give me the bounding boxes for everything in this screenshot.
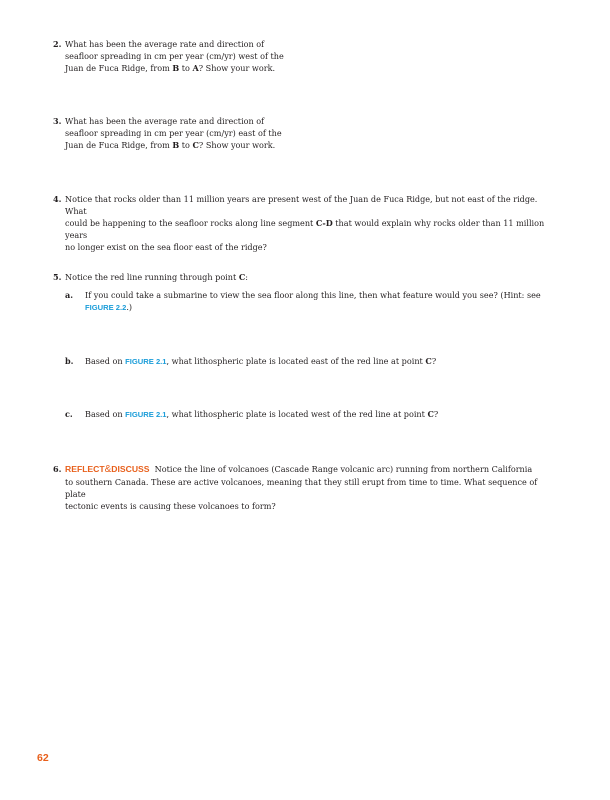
question-text-line: Based on FIGURE 2.1, what lithospheric plate is located west of the red line at point C?: [85, 409, 439, 419]
sub-question-label: b.: [65, 356, 74, 366]
point-label: A: [192, 63, 199, 73]
question-5c: [65, 408, 555, 421]
question-text-line: REFLECT&DISCUSS Notice the line of volcanoes (Cascade Range volcanic arc) running from northern California: [65, 464, 533, 475]
figure-reference: FIGURE 2.2: [85, 303, 127, 312]
question-number: 3.: [53, 116, 62, 126]
question-text-line: seafloor spreading in cm per year (cm/yr) west of the: [65, 51, 284, 61]
reflect-label: REFLECT: [65, 464, 105, 474]
question-text-line: could be happening to the seafloor rocks along line segment C-D that would explain why rocks older than 11 million years: [65, 218, 545, 240]
question-number: 2.: [53, 39, 62, 49]
question-text-line: FIGURE 2.2.): [85, 302, 133, 312]
figure-reference: FIGURE 2.1: [125, 410, 167, 419]
question-text-line: Juan de Fuca Ridge, from B to A? Show your work.: [65, 63, 276, 73]
question-text-line: If you could take a submarine to view the sea floor along this line, then what feature would you see? (Hint: see: [85, 290, 541, 300]
ampersand: &: [104, 464, 112, 475]
point-label: C: [238, 272, 246, 282]
question-text-line: to southern Canada. These are active volcanoes, meaning that they still erupt from time to time. What sequence of plate: [65, 477, 538, 499]
question-text-line: Notice the red line running through point C:: [65, 272, 249, 282]
question-text-line: Based on FIGURE 2.1, what lithospheric plate is located east of the red line at point C?: [85, 356, 437, 366]
point-label: C: [425, 356, 432, 366]
question-4: [53, 193, 553, 253]
question-number: 5.: [53, 272, 62, 282]
question-number: 4.: [53, 194, 62, 204]
question-text-line: Notice that rocks older than 11 million years are present west of the Juan de Fuca Ridge, but not east of the ridge. What: [65, 194, 538, 216]
question-5: [53, 271, 553, 283]
sub-question-label: a.: [65, 290, 74, 300]
question-5a: [65, 289, 555, 314]
question-text-line: seafloor spreading in cm per year (cm/yr) east of the: [65, 128, 282, 138]
question-5b: [65, 355, 555, 368]
point-label: B: [172, 140, 180, 150]
question-text-line: Juan de Fuca Ridge, from B to C? Show your work.: [65, 140, 276, 150]
sub-question-label: c.: [65, 409, 73, 419]
page-number: 62: [37, 752, 49, 764]
question-6: [53, 463, 553, 512]
segment-label: C-D: [315, 218, 333, 228]
question-text-line: What has been the average rate and direction of: [65, 116, 265, 126]
question-text-line: no longer exist on the sea floor east of the ridge?: [65, 242, 267, 252]
point-label: C: [192, 140, 199, 150]
point-label: C: [427, 409, 434, 419]
figure-reference: FIGURE 2.1: [125, 357, 167, 366]
question-text-line: tectonic events is causing these volcanoes to form?: [65, 501, 276, 511]
question-number: 6.: [53, 464, 62, 474]
question-2: [53, 38, 313, 74]
discuss-label: DISCUSS: [111, 464, 150, 474]
point-label: B: [172, 63, 180, 73]
question-3: [53, 115, 313, 151]
question-text-line: What has been the average rate and direction of: [65, 39, 265, 49]
